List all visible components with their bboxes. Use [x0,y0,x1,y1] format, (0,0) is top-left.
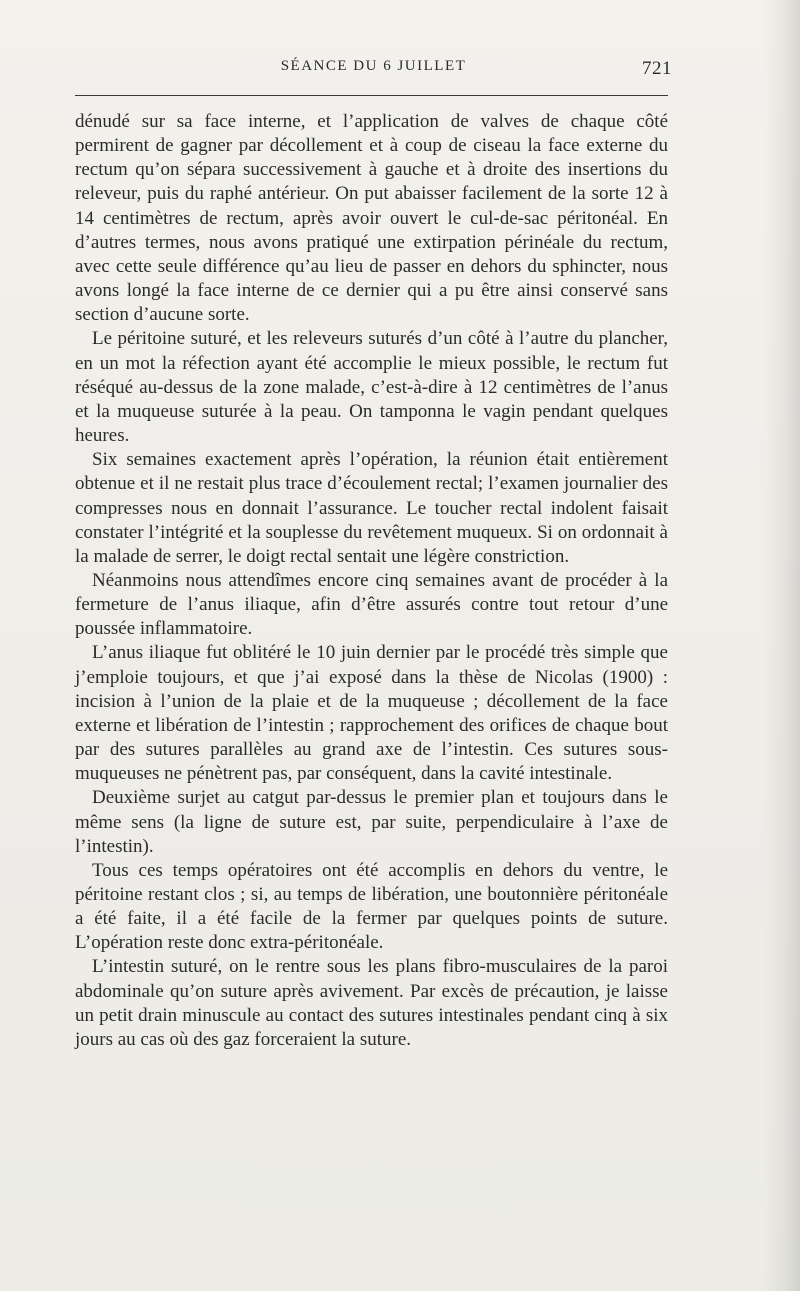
paragraph: Néanmoins nous attendîmes encore cinq semaines avant de procéder à la fermeture de l’anus iliaque, afin d’être assurés contre tout retour d’une poussée inflammatoire. [75,569,668,640]
paragraph: Le péritoine suturé, et les releveurs suturés d’un côté à l’autre du plancher, en un mot la réfection ayant été accomplie le mieux possible, le rectum fut réséqué au-dessus de la zone malade, c’est-à-dire à 12 centimètres de l’anus et la muqueuse suturée à la peau. On tamponna le vagin pendant quelques heures. [75,328,668,447]
running-head [75,58,672,82]
paragraph: Six semaines exactement après l’opération, la réunion était entièrement obtenue et il ne restait plus trace d’écoulement rectal; l’examen journalier des compresses nous en donnait l’assurance. Le toucher rectal indolent faisait constater l’intégrité et la souplesse du revêtement muqueux. Si on ordonnait à la malade de serrer, le doigt rectal sentait une légère constriction. [75,449,668,567]
page-number: 721 [642,58,672,79]
page-edge-shadow [764,0,800,1291]
body-text [75,110,668,1052]
header-rule [75,95,668,96]
running-title: SÉANCE DU 6 JUILLET [280,58,467,74]
paragraph: Deuxième surjet au catgut par-dessus le premier plan et toujours dans le même sens (la ligne de suture est, par suite, perpendiculaire à l’axe de l’intestin). [75,787,668,857]
paragraph: L’anus iliaque fut oblitéré le 10 juin dernier par le procédé très simple que j’emploie toujours, et que j’ai exposé dans la thèse de Nicolas (1900) : incision à l’union de la plaie et de la muqueuse ; décollement de la face externe et libération de l’intestin ; rapprochement des orifices de chaque bout par des sutures parallèles au grand axe de l’intestin. Ces sutures sous-muqueuses ne pénètrent pas, par conséquent, dans la cavité intestinale. [75,642,668,785]
paragraph: Tous ces temps opératoires ont été accomplis en dehors du ventre, le péritoine restant clos ; si, au temps de libération, une boutonnière péritonéale a été faite, il a été facile de la fermer par quelques points de suture. L’opération reste donc extra-péritonéale. [75,859,668,954]
paragraph: L’intestin suturé, on le rentre sous les plans fibro-musculaires de la paroi abdominale qu’on suture après avivement. Par excès de précaution, je laisse un petit drain minuscule au contact des sutures intestinales pendant cinq à six jours au cas où des gaz forceraient la suture. [75,956,668,1050]
paragraph-continued: dénudé sur sa face interne, et l’application de valves de chaque côté permirent de gagner par décollement et à coup de ciseau la face externe du rectum qu’on sépara successivement à gauche et à droite des insertions du releveur, puis du raphé antérieur. On put abaisser facilement de la sorte 12 à 14 centimètres de rectum, après avoir ouvert le cul-de-sac péritonéal. En d’autres termes, nous avons pratiqué une extirpation périnéale du rectum, avec cette seule différence qu’au lieu de passer en dehors du sphincter, nous avons longé la face interne de ce dernier qui a pu être ainsi conservé sans section d’aucune sorte. [75,111,668,326]
